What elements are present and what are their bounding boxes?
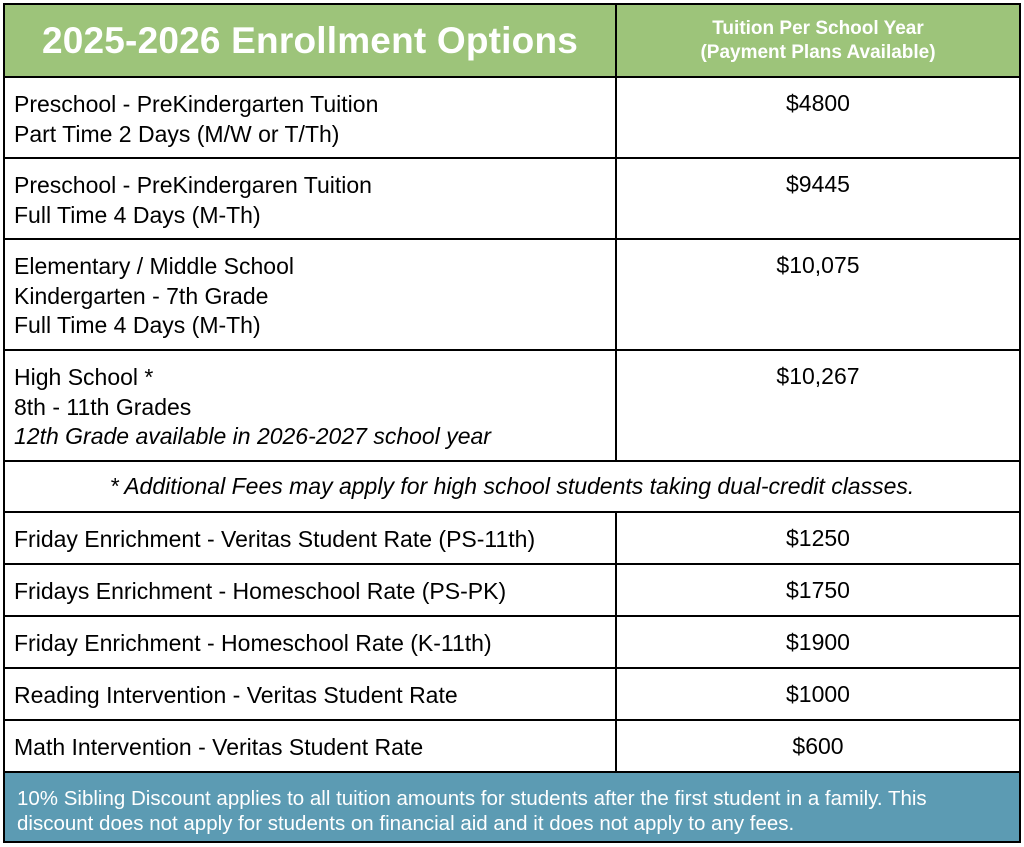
table-row [5,669,1019,721]
program-line: Part Time 2 Days (M/W or T/Th) [14,120,340,147]
program-line: Friday Enrichment - Homeschool Rate (K-11th) [14,630,492,656]
price-cell: $10,267 [776,363,860,389]
table-row [5,351,1019,462]
fees-note: * Additional Fees may apply for high school students taking dual-credit classes. [109,473,915,499]
sibling-discount-footer [5,773,1019,841]
table-row [5,513,1019,565]
header-tuition-cell [617,5,1019,76]
program-cell [5,240,617,349]
program-line: Preschool - PreKindergarten Tuition [14,91,379,117]
program-line: Elementary / Middle School [14,253,294,279]
program-line: Reading Intervention - Veritas Student Rate [14,682,458,708]
tuition-header-line2: (Payment Plans Available) [700,41,936,63]
program-line: High School * [14,364,154,390]
program-line: Friday Enrichment - Veritas Student Rate (PS-11th) [14,526,536,552]
program-line: Fridays Enrichment - Homeschool Rate (PS-PK) [14,578,507,604]
price-cell: $9445 [786,171,850,197]
program-line: Math Intervention - Veritas Student Rate [14,734,424,760]
table-row [5,240,1019,351]
program-note-line: 12th Grade available in 2026-2027 school year [14,423,491,449]
program-cell [5,669,617,719]
table-row [5,565,1019,617]
program-cell [5,159,617,238]
footer-line1: 10% Sibling Discount applies to all tuition amounts for students after the first student in a family. This [17,787,927,810]
price-cell: $4800 [786,90,850,116]
program-cell [5,513,617,563]
fees-note-row [5,462,1019,513]
tuition-header-line1: Tuition Per School Year [712,17,924,39]
program-cell [5,617,617,667]
program-line: Preschool - PreKindergaren Tuition [14,172,372,198]
program-cell [5,351,617,460]
program-cell [5,721,617,771]
program-line: Full Time 4 Days (M-Th) [14,312,261,338]
page-title: 2025-2026 Enrollment Options [41,19,579,61]
price-cell: $1000 [786,681,850,707]
price-cell: $10,075 [776,252,860,278]
program-line: 8th - 11th Grades [14,393,192,420]
table-row [5,617,1019,669]
price-cell: $1750 [786,577,850,603]
header-title-cell [5,5,617,76]
table-header [5,5,1019,78]
price-cell: $1250 [786,525,850,551]
program-cell [5,78,617,157]
enrollment-table [3,3,1021,843]
price-cell: $1900 [786,629,850,655]
program-line: Kindergarten - 7th Grade [14,282,269,309]
table-row [5,721,1019,773]
program-line: Full Time 4 Days (M-Th) [14,201,261,228]
price-cell: $600 [792,733,844,759]
footer-line2: discount does not apply for students on financial aid and it does not apply to any fees. [17,812,795,835]
program-cell [5,565,617,615]
table-row [5,78,1019,159]
table-row [5,159,1019,240]
